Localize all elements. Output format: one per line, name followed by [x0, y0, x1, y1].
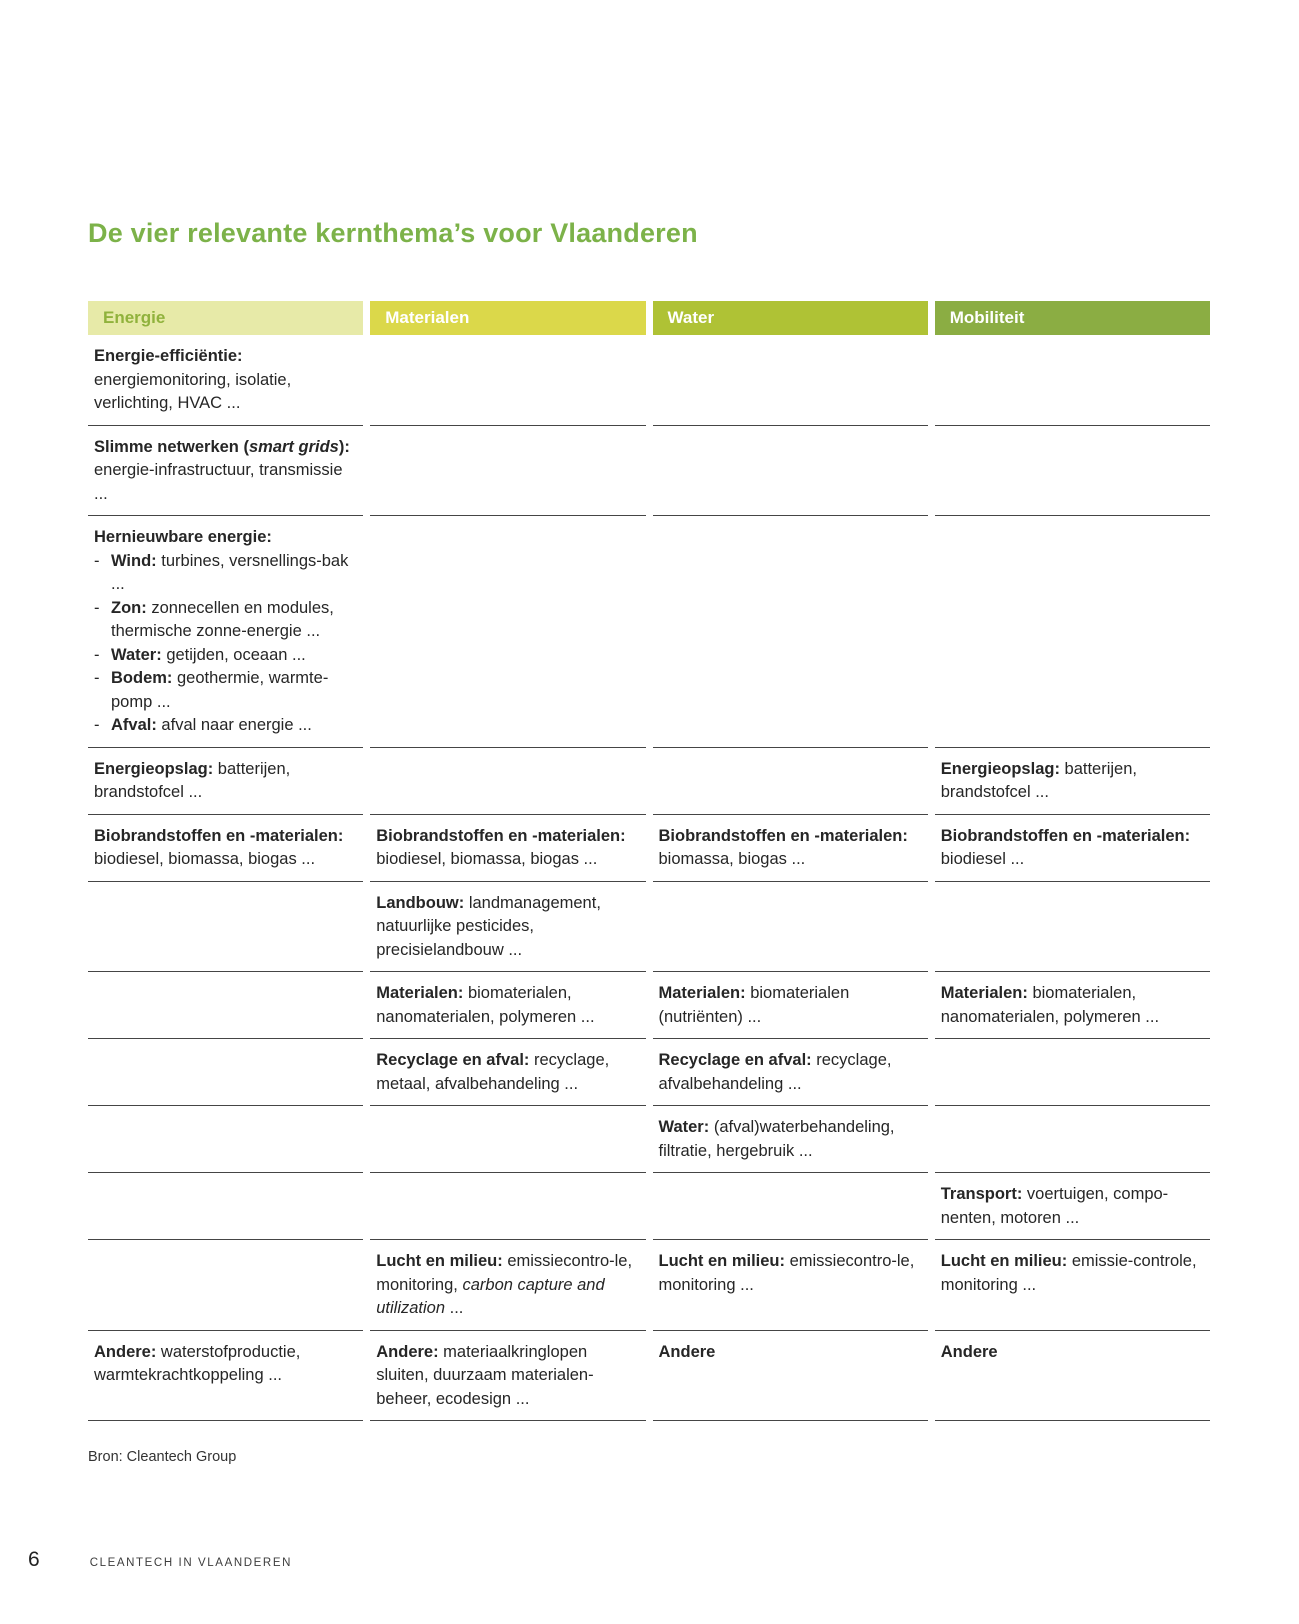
text-segment: Andere	[940, 1342, 998, 1361]
source-note: Bron: Cleantech Group	[88, 1449, 237, 1465]
cell-text	[659, 1341, 916, 1365]
text-segment: afval naar energie ...	[156, 716, 312, 734]
table-cell	[88, 1331, 363, 1422]
table-cell	[370, 972, 645, 1039]
text-segment: emissie-controle, monitoring ...	[940, 1252, 1197, 1294]
dash: -	[94, 669, 100, 687]
text-segment: ...	[445, 1299, 464, 1317]
cell-text	[376, 825, 633, 872]
text-segment: Lucht en milieu:	[658, 1252, 786, 1270]
text-segment: Biobrandstoffen en -materialen:	[94, 826, 344, 845]
table-row	[88, 882, 1210, 973]
text-segment: Energieopslag:	[940, 759, 1060, 778]
table-cell	[370, 815, 645, 882]
text-segment: emissiecontro-le, monitoring,	[376, 1252, 633, 1294]
text-segment: Slimme netwerken (	[94, 437, 249, 456]
table-cell	[88, 1039, 363, 1106]
text-segment: Energie-efficiëntie:	[94, 347, 243, 365]
table-row	[88, 1106, 1210, 1173]
table-row	[88, 335, 1210, 426]
list-item	[94, 644, 351, 668]
text-segment: Bodem:	[111, 669, 173, 687]
dash: -	[94, 716, 100, 734]
cell-text	[941, 1183, 1198, 1230]
table-cell	[653, 882, 928, 973]
table-cell	[370, 1039, 645, 1106]
table-cell	[88, 815, 363, 882]
table-cell	[935, 882, 1210, 973]
text-segment: ):	[338, 437, 350, 456]
column-header-water: Water	[653, 301, 928, 335]
text-segment: Materialen:	[658, 984, 746, 1002]
text-segment: Materialen:	[376, 984, 464, 1002]
cell-text	[94, 526, 351, 550]
footer-title: CLEANTECH IN VLAANDEREN	[89, 1557, 292, 1569]
cell-text	[94, 1341, 351, 1388]
page-footer	[28, 1548, 292, 1572]
cell-text	[659, 982, 916, 1029]
table-cell	[935, 335, 1210, 426]
text-segment: materiaalkringlopen sluiten, duurzaam materialen-beheer, ecodesign ...	[376, 1342, 594, 1408]
cell-text	[94, 825, 351, 872]
table-row	[88, 748, 1210, 815]
table-cell	[88, 882, 363, 973]
text-segment: Wind:	[111, 551, 157, 570]
cell-text	[94, 345, 351, 416]
table-cell	[370, 1331, 645, 1422]
text-segment: recyclage, metaal, afvalbehandeling ...	[376, 1051, 610, 1093]
text-segment: voertuigen, compo-nenten, motoren ...	[940, 1185, 1169, 1227]
cell-text	[659, 1116, 916, 1163]
table-cell	[88, 426, 363, 517]
table-cell	[370, 426, 645, 517]
text-segment: Zon:	[111, 598, 147, 617]
table-cell	[88, 748, 363, 815]
table-cell	[370, 1240, 645, 1331]
text-segment: recyclage, afvalbehandeling ...	[658, 1051, 892, 1093]
text-segment: Recyclage en afval:	[376, 1051, 530, 1069]
table-cell	[370, 335, 645, 426]
table-row	[88, 972, 1210, 1039]
table-row	[88, 1240, 1210, 1331]
table-cell	[935, 426, 1210, 517]
table-cell	[935, 1331, 1210, 1422]
text-segment: getijden, oceaan ...	[161, 645, 306, 664]
table-cell	[935, 1039, 1210, 1106]
text-segment: Materialen:	[940, 984, 1028, 1002]
cell-text	[659, 825, 916, 872]
table-cell	[935, 748, 1210, 815]
cell-text	[659, 1049, 916, 1096]
table-cell	[370, 516, 645, 748]
table-cell	[653, 815, 928, 882]
text-segment: Water:	[658, 1118, 710, 1136]
text-segment: smart grids	[248, 437, 339, 456]
cell-text	[941, 1341, 1198, 1365]
cell-text	[376, 892, 633, 963]
cell-text	[376, 1250, 633, 1321]
column-header-materialen: Materialen	[370, 301, 645, 335]
cell-text	[94, 436, 351, 507]
text-segment: biomaterialen (nutriënten) ...	[658, 984, 850, 1026]
table-cell	[370, 882, 645, 973]
dash: -	[94, 645, 100, 664]
list-item	[94, 667, 351, 714]
text-segment: energie-infrastructuur, transmissie ...	[94, 461, 343, 503]
cell-text	[376, 982, 633, 1029]
table-header-row	[88, 301, 1210, 335]
text-segment: Hernieuwbare energie:	[94, 528, 272, 546]
table-cell	[653, 335, 928, 426]
text-segment: Andere:	[94, 1342, 157, 1361]
table-row	[88, 1173, 1210, 1240]
table-cell	[88, 1240, 363, 1331]
text-segment: biomassa, biogas ...	[658, 850, 806, 868]
text-segment: Andere	[658, 1342, 716, 1361]
text-segment: biodiesel ...	[940, 850, 1025, 868]
text-segment: emissiecontro-le, monitoring ...	[658, 1252, 915, 1294]
page-content	[88, 218, 1210, 1465]
table-body	[88, 335, 1210, 1421]
text-segment: Andere:	[376, 1342, 439, 1361]
table-cell	[88, 972, 363, 1039]
table-cell	[370, 748, 645, 815]
table-cell	[370, 1173, 645, 1240]
text-segment: carbon capture and utilization	[376, 1275, 605, 1317]
list-item	[94, 550, 351, 597]
text-segment: batterijen, brandstofcel ...	[940, 759, 1137, 801]
text-segment: Lucht en milieu:	[940, 1252, 1068, 1270]
table-row	[88, 1331, 1210, 1422]
table-cell	[653, 1240, 928, 1331]
table-cell	[88, 1173, 363, 1240]
text-segment: Afval:	[111, 716, 157, 734]
table-cell	[935, 1173, 1210, 1240]
dash: -	[94, 551, 100, 570]
table-row	[88, 815, 1210, 882]
cell-text	[941, 982, 1198, 1029]
table-cell	[370, 1106, 645, 1173]
text-segment: turbines, versnellings-bak ...	[111, 551, 349, 593]
list-item	[94, 597, 351, 644]
text-segment: zonnecellen en modules, thermische zonne-energie ...	[111, 598, 334, 640]
text-segment: geothermie, warmte-pomp ...	[111, 669, 329, 711]
page-number: 6	[28, 1548, 40, 1571]
table-cell	[935, 1240, 1210, 1331]
table-cell	[653, 1173, 928, 1240]
table-cell	[88, 1106, 363, 1173]
table-cell	[653, 748, 928, 815]
cell-text	[941, 758, 1198, 805]
text-segment: batterijen, brandstofcel ...	[94, 759, 291, 801]
dash: -	[94, 598, 100, 617]
table-cell	[653, 426, 928, 517]
text-segment: Biobrandstoffen en -materialen:	[376, 826, 626, 845]
text-segment: biodiesel, biomassa, biogas ...	[94, 850, 316, 868]
cell-text	[659, 1250, 916, 1297]
text-segment: energiemonitoring, isolatie, verlichting, HVAC ...	[94, 370, 292, 412]
text-segment: Landbouw:	[376, 893, 465, 912]
text-segment: waterstofproductie, warmtekrachtkoppeling ...	[94, 1342, 301, 1384]
cell-text	[376, 1049, 633, 1096]
kernthema-table	[88, 301, 1210, 1421]
text-segment: Biobrandstoffen en -materialen:	[940, 826, 1191, 845]
cell-text	[94, 758, 351, 805]
page-title: De vier relevante kernthema’s voor Vlaanderen	[88, 218, 698, 248]
table-cell	[935, 1106, 1210, 1173]
text-segment: biomaterialen, nanomaterialen, polymeren ...	[940, 984, 1160, 1026]
table-cell	[653, 972, 928, 1039]
column-header-energie: Energie	[88, 301, 363, 335]
text-segment: Biobrandstoffen en -materialen:	[658, 826, 908, 845]
text-segment: biodiesel, biomassa, biogas ...	[376, 850, 598, 868]
table-row	[88, 426, 1210, 517]
text-segment: (afval)waterbehandeling, filtratie, hergebruik ...	[658, 1118, 895, 1160]
list-item	[94, 714, 351, 738]
cell-text	[941, 1250, 1198, 1297]
table-cell	[653, 1331, 928, 1422]
cell-text	[376, 1341, 633, 1412]
table-row	[88, 1039, 1210, 1106]
table-cell	[935, 516, 1210, 748]
table-cell	[653, 1106, 928, 1173]
text-segment: Water:	[111, 645, 162, 664]
cell-text	[941, 825, 1198, 872]
text-segment: biomaterialen, nanomaterialen, polymeren ...	[376, 984, 595, 1026]
text-segment: Recyclage en afval:	[658, 1051, 812, 1069]
table-cell	[935, 972, 1210, 1039]
column-header-mobiliteit: Mobiliteit	[935, 301, 1210, 335]
text-segment: landmanagement, natuurlijke pesticides, precisielandbouw ...	[376, 893, 601, 959]
table-cell	[935, 815, 1210, 882]
table-cell	[88, 516, 363, 748]
table-cell	[653, 1039, 928, 1106]
table-row	[88, 516, 1210, 748]
text-segment: Energieopslag:	[94, 759, 214, 778]
text-segment: Transport:	[940, 1185, 1023, 1203]
table-cell	[88, 335, 363, 426]
table-cell	[653, 516, 928, 748]
text-segment: Lucht en milieu:	[376, 1252, 503, 1270]
